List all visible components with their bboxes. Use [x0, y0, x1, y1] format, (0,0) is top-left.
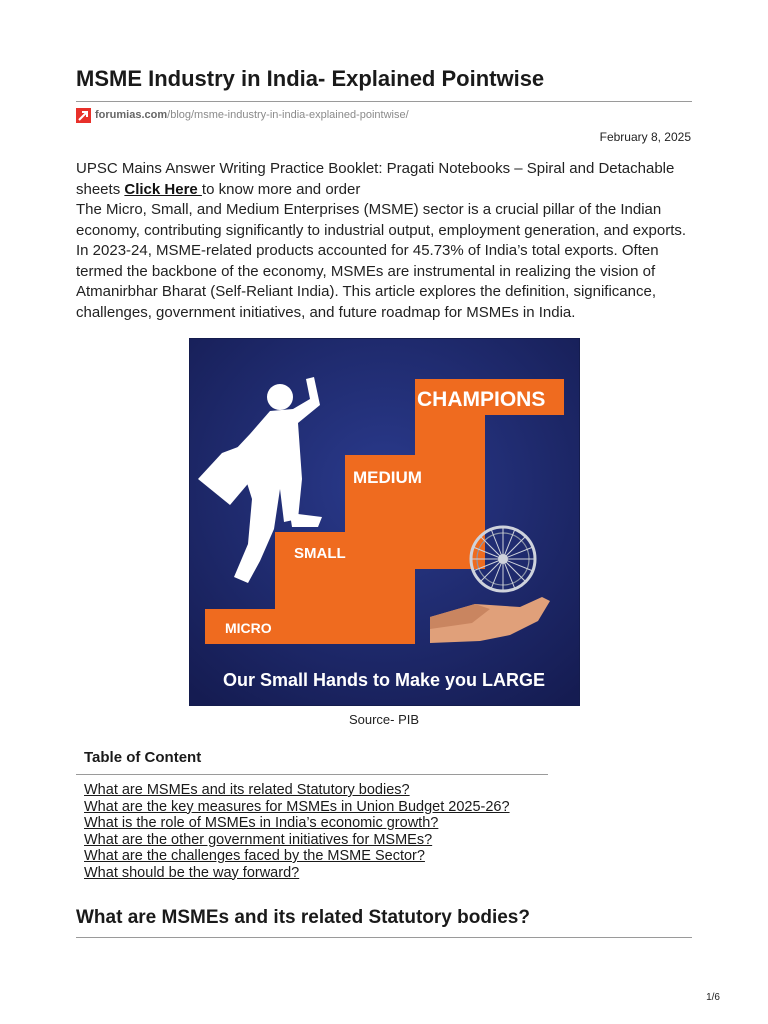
promo-text: UPSC Mains Answer Writing Practice Booklet: Pragati Notebooks – Spiral and Detachable sheets — [76, 160, 675, 198]
toc-link-economic-role[interactable]: What is the role of MSMEs in India’s economic growth? — [84, 815, 439, 831]
page-number: 1/6 — [706, 992, 720, 1003]
toc-divider — [76, 774, 548, 775]
table-of-contents — [84, 782, 510, 881]
toc-link-budget-measures[interactable]: What are the key measures for MSMEs in Union Budget 2025-26? — [84, 798, 510, 815]
source-line — [76, 107, 409, 123]
promo-paragraph — [76, 159, 696, 200]
source-path[interactable]: /blog/msme-industry-in-india-explained-pointwise/ — [167, 109, 409, 121]
infographic-graphic — [190, 339, 579, 705]
source-domain[interactable]: forumias.com — [95, 109, 168, 121]
step-label-small: SMALL — [294, 545, 346, 562]
section-divider — [76, 937, 692, 938]
toc-link-way-forward[interactable]: What should be the way forward? — [84, 864, 300, 881]
infographic-tagline: Our Small Hands to Make you LARGE — [222, 670, 546, 690]
article-body — [76, 159, 696, 323]
step-label-medium: MEDIUM — [353, 468, 422, 487]
toc-title: Table of Content — [84, 749, 202, 766]
publish-date: February 8, 2025 — [599, 130, 691, 144]
toc-link-challenges[interactable]: What are the challenges faced by the MSME Sector? — [84, 848, 425, 864]
figure-caption: Source- PIB — [348, 712, 420, 727]
toc-item — [84, 815, 510, 832]
title-divider — [76, 101, 692, 102]
click-here-link[interactable]: Click Here — [124, 180, 202, 198]
forumias-logo-icon — [76, 108, 91, 123]
article-title: MSME Industry in India- Explained Pointwise — [76, 66, 545, 91]
intro-paragraph: The Micro, Small, and Medium Enterprises (MSME) sector is a crucial pillar of the Indian economy, contributing significantly to industrial output, employment generation, and exports. In 2023-24, MSME-related products accounted for 45.73% of India’s total exports. Often termed the backbone of the economy, MSMEs are instrumental in realizing the vision of Atmanirbhar Bharat (Self-Reliant India). This article explores the definition, significance, challenges, government initiatives, and future roadmap for MSMEs in India. — [76, 201, 687, 321]
section-heading: What are MSMEs and its related Statutory bodies? — [76, 907, 530, 928]
toc-item — [84, 782, 510, 799]
promo-text-after: to know more and order — [201, 180, 361, 198]
toc-item — [84, 832, 510, 849]
toc-link-msme-statutory-bodies[interactable]: What are MSMEs and its related Statutory bodies? — [84, 782, 410, 798]
toc-item — [84, 848, 510, 865]
msme-infographic — [189, 338, 580, 706]
step-label-champions: CHAMPIONS — [417, 388, 546, 411]
toc-item — [84, 799, 510, 816]
toc-item — [84, 865, 510, 882]
toc-link-govt-initiatives[interactable]: What are the other government initiatives for MSMEs? — [84, 831, 433, 848]
step-label-micro: MICRO — [225, 620, 272, 636]
